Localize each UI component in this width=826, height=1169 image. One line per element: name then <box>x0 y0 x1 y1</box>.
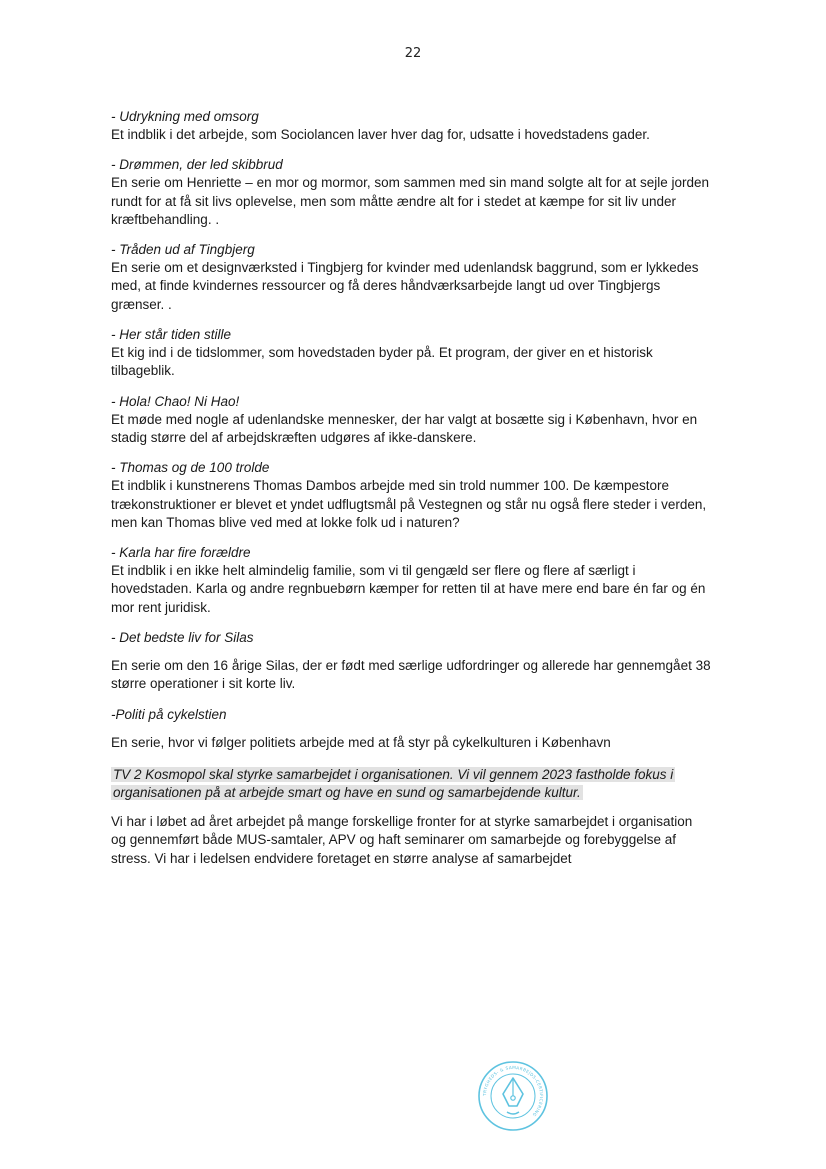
goal-statement: TV 2 Kosmopol skal styrke samarbejdet i organisationen. Vi vil gennem 2023 fastholde fokus i organisationen på at arbejde smart og have en sund og samarbejdende kultur. <box>113 766 674 801</box>
program-entry <box>111 156 711 229</box>
program-description: En serie om Henriette – en mor og mormor, som sammen med sin mand solgte alt for at sejle jorden rundt for at få sit livs oplevelse, men som måtte ændre alt for i stedet at kæmpe for sit liv under kræftbehandling. . <box>111 175 710 227</box>
program-description: En serie, hvor vi følger politiets arbejde med at få styr på cykelkulturen i København <box>111 734 611 750</box>
certification-seal-icon <box>477 1060 549 1132</box>
page-number: 22 <box>404 46 422 61</box>
closing-paragraph: Vi har i løbet ad året arbejdet på mange forskellige fronter for at styrke samarbejdet i organisation og gennemført både MUS-samtaler, APV og haft seminarer om samarbejde og forebyggelse af stress. Vi har i ledelsen endvidere foretaget en større analyse af samarbejdet <box>111 813 693 866</box>
program-entry <box>111 706 711 752</box>
program-title: - Tråden ud af Tingbjerg <box>111 242 255 258</box>
program-description: Et indblik i det arbejde, som Sociolancen laver hver dag for, udsatte i hovedstadens gader. <box>111 127 650 142</box>
program-description: Et kig ind i de tidslommer, som hovedstaden byder på. Et program, der giver en et historisk tilbageblik. <box>111 345 653 379</box>
program-description: Et indblik i en ikke helt almindelig familie, som vi til gengæld ser flere og flere af særligt i hovedstaden. Karla og andre regnbuebørn kæmper for retten til at have mere end bare én far og én mor rent juridisk. <box>111 563 706 615</box>
program-description: En serie om den 16 årige Silas, der er født med særlige udfordringer og allerede har gennemgået 38 større operationer i sit korte liv. <box>111 658 711 692</box>
document-body <box>111 108 711 868</box>
program-entry <box>111 108 711 144</box>
program-title: - Her står tiden stille <box>111 327 232 343</box>
program-entry <box>111 459 711 532</box>
program-title: - Drømmen, der led skibbrud <box>111 157 283 173</box>
program-title: -Politi på cykelstien <box>111 706 227 722</box>
program-description: Et indblik i kunstnerens Thomas Dambos arbejde med sin trold nummer 100. De kæmpestore trækonstruktioner er blevet et yndet udflugtsmål på Vestegnen og står nu også flere steder i verden, men kan Thomas blive ved med at lokke folk ud i naturen? <box>111 478 707 530</box>
program-title: - Hola! Chao! Ni Hao! <box>111 393 240 409</box>
program-entry <box>111 241 711 314</box>
program-entry <box>111 393 711 448</box>
program-title: - Thomas og de 100 trolde <box>111 460 270 476</box>
program-title: - Udrykning med omsorg <box>111 109 259 124</box>
program-title: - Det bedste liv for Silas <box>111 630 254 646</box>
program-entry <box>111 629 711 694</box>
program-description: Et møde med nogle af udenlandske mennesker, der har valgt at bosætte sig i København, hvor en stadig større del af arbejdskræften udgøres af ikke-danskere. <box>111 411 698 445</box>
program-description: En serie om et designværksted i Tingbjerg for kvinder med udenlandsk baggrund, som er lykkedes med, at finde kvindernes ressourcer og få deres håndværksarbejde langt ud over Tingbjergs grænser. . <box>111 260 699 312</box>
seal-ring-text: TRYGHEDS- & SAMARBEJDS-CERTIFICERING <box>481 1064 545 1118</box>
program-title: - Karla har fire forældre <box>111 545 251 561</box>
program-entry <box>111 326 711 381</box>
goal-statement-block <box>111 766 711 803</box>
program-entry <box>111 544 711 617</box>
